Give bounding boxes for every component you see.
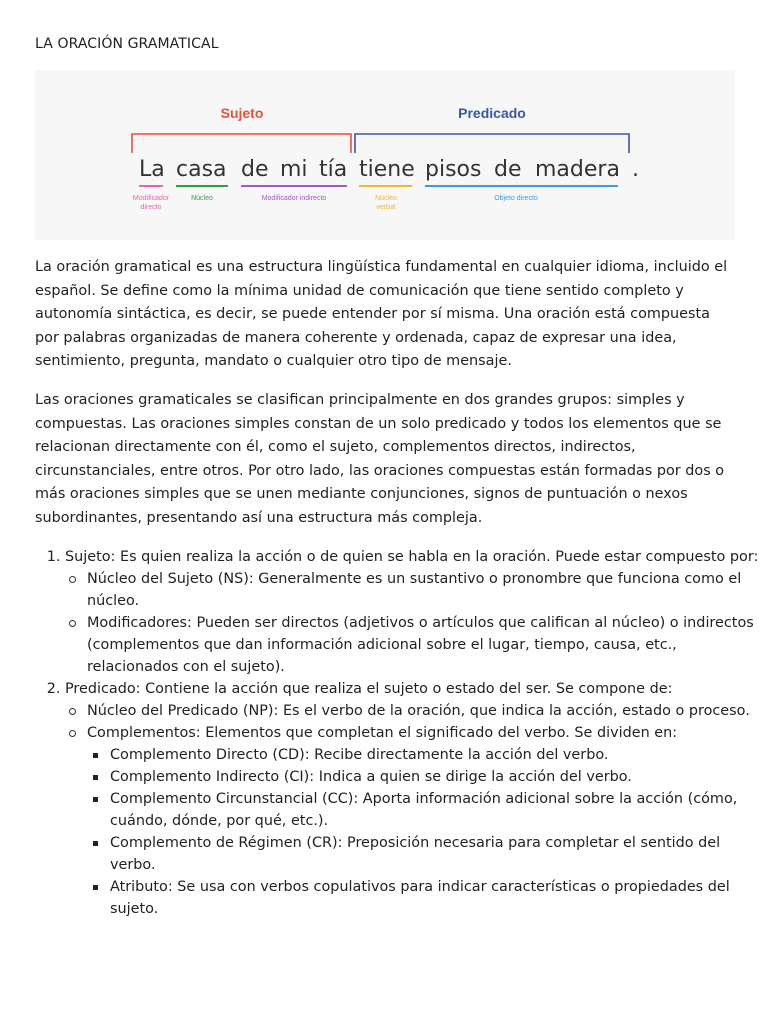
word-tiene: tiene bbox=[359, 157, 415, 182]
complement-text: Complemento Circunstancial (CC): Aporta información adicional sobre la acción (cómo, cuándo, dónde, por qué, etc.). bbox=[110, 791, 738, 829]
paragraph-classification: Las oraciones gramaticales se clasifican principalmente en dos grandes grupos: simples y compuestas. Las oraciones simples constan de un solo predicado y todos los elementos que se relacionan directamente con él, como el sujeto, complementos directos, indirectos, circunstanciales, entre otros. Por otro lado, las oraciones compuestas están formadas por dos o más oraciones simples que se unen mediante conjunciones, signos de puntuación o nexos subordinantes, presentando así una estructura más compleja. bbox=[35, 392, 725, 526]
page-title: LA ORACIÓN GRAMATICAL bbox=[35, 36, 219, 52]
subject-label: Sujeto bbox=[220, 105, 264, 121]
square-bullet-icon bbox=[93, 775, 98, 780]
tag-nucleo-verbal-1: Núcleo bbox=[375, 195, 397, 202]
predicate-label: Predicado bbox=[458, 105, 526, 121]
subject-bracket bbox=[132, 134, 351, 153]
tag-nucleo-verbal-2: verbal bbox=[376, 204, 396, 211]
circle-bullet-icon bbox=[69, 576, 76, 583]
word-tia: tía bbox=[319, 157, 348, 182]
complement-text: Complemento de Régimen (CR): Preposición necesaria para completar el sentido del verbo. bbox=[110, 835, 721, 873]
circle-bullet-icon bbox=[69, 708, 76, 715]
word-mi: mi bbox=[280, 157, 308, 182]
complements-list bbox=[87, 744, 765, 920]
complement-item bbox=[110, 744, 765, 766]
square-bullet-icon bbox=[93, 797, 98, 802]
list-item-predicado bbox=[65, 678, 765, 920]
list-item-sujeto bbox=[65, 546, 765, 678]
complement-text: Complemento Indirecto (CI): Indica a quien se dirige la acción del verbo. bbox=[110, 769, 632, 785]
word-de-1: de bbox=[241, 157, 269, 182]
sublist-item-text: Núcleo del Sujeto (NS): Generalmente es un sustantivo o pronombre que funciona como el núcleo. bbox=[87, 571, 742, 609]
circle-bullet-icon bbox=[69, 730, 76, 737]
tag-objeto-directo: Objeto directo bbox=[494, 195, 538, 202]
complement-text: Atributo: Se usa con verbos copulativos para indicar características o propiedades del sujeto. bbox=[110, 879, 730, 917]
complement-item bbox=[110, 832, 765, 876]
square-bullet-icon bbox=[93, 841, 98, 846]
predicate-bracket bbox=[355, 134, 629, 153]
paragraph-definition: La oración gramatical es una estructura lingüística fundamental en cualquier idioma, incluido el español. Se define como la mínima unidad de comunicación que tiene sentido completo y autonomía sintáctica, es decir, se puede entender por sí misma. Una oración está compuesta por palabras organizadas de manera coherente y ordenada, capaz de expresar una idea, sentimiento, pregunta, mandato o cualquier otro tipo de mensaje. bbox=[35, 259, 728, 369]
word-pisos: pisos bbox=[425, 157, 482, 182]
circle-bullet-icon bbox=[69, 620, 76, 627]
square-bullet-icon bbox=[93, 885, 98, 890]
sublist-item-text: Núcleo del Predicado (NP): Es el verbo de la oración, que indica la acción, estado o proceso. bbox=[87, 703, 750, 719]
sentence-diagram bbox=[35, 70, 735, 240]
sentence-diagram-svg bbox=[35, 70, 735, 240]
tag-nucleo: Núcleo bbox=[191, 195, 213, 202]
complement-item bbox=[110, 876, 765, 920]
sublist-item bbox=[87, 612, 765, 678]
word-casa: casa bbox=[176, 157, 227, 182]
sublist-item-text: Complementos: Elementos que completan el significado del verbo. Se dividen en: bbox=[87, 725, 678, 741]
sublist-item-text: Modificadores: Pueden ser directos (adjetivos o artículos que califican al núcleo) o indirectos (complementos que dan información adicional sobre el lugar, tiempo, causa, etc., relacionados con el sujeto). bbox=[87, 615, 754, 675]
sublist-sujeto bbox=[65, 568, 765, 678]
list-item-text: Predicado: Contiene la acción que realiza el sujeto o estado del ser. Se compone de: bbox=[65, 681, 673, 697]
tag-mod-directo-2: directo bbox=[140, 204, 162, 211]
tag-mod-directo-1: Modificador bbox=[132, 195, 170, 202]
sublist-item bbox=[87, 700, 765, 722]
list-item-text: Sujeto: Es quien realiza la acción o de quien se habla en la oración. Puede estar compuesto por: bbox=[65, 549, 759, 565]
word-de-2: de bbox=[494, 157, 522, 182]
complement-item bbox=[110, 766, 765, 788]
complement-text: Complemento Directo (CD): Recibe directamente la acción del verbo. bbox=[110, 747, 609, 763]
complement-item bbox=[110, 788, 765, 832]
word-madera: madera bbox=[535, 157, 620, 182]
tag-mod-indirecto: Modificador indirecto bbox=[261, 195, 327, 202]
sublist-predicado bbox=[65, 700, 765, 920]
word-la: La bbox=[139, 157, 165, 182]
word-period: . bbox=[632, 157, 639, 182]
sublist-item bbox=[87, 722, 765, 920]
structure-list bbox=[35, 546, 765, 920]
sublist-item bbox=[87, 568, 765, 612]
square-bullet-icon bbox=[93, 753, 98, 758]
